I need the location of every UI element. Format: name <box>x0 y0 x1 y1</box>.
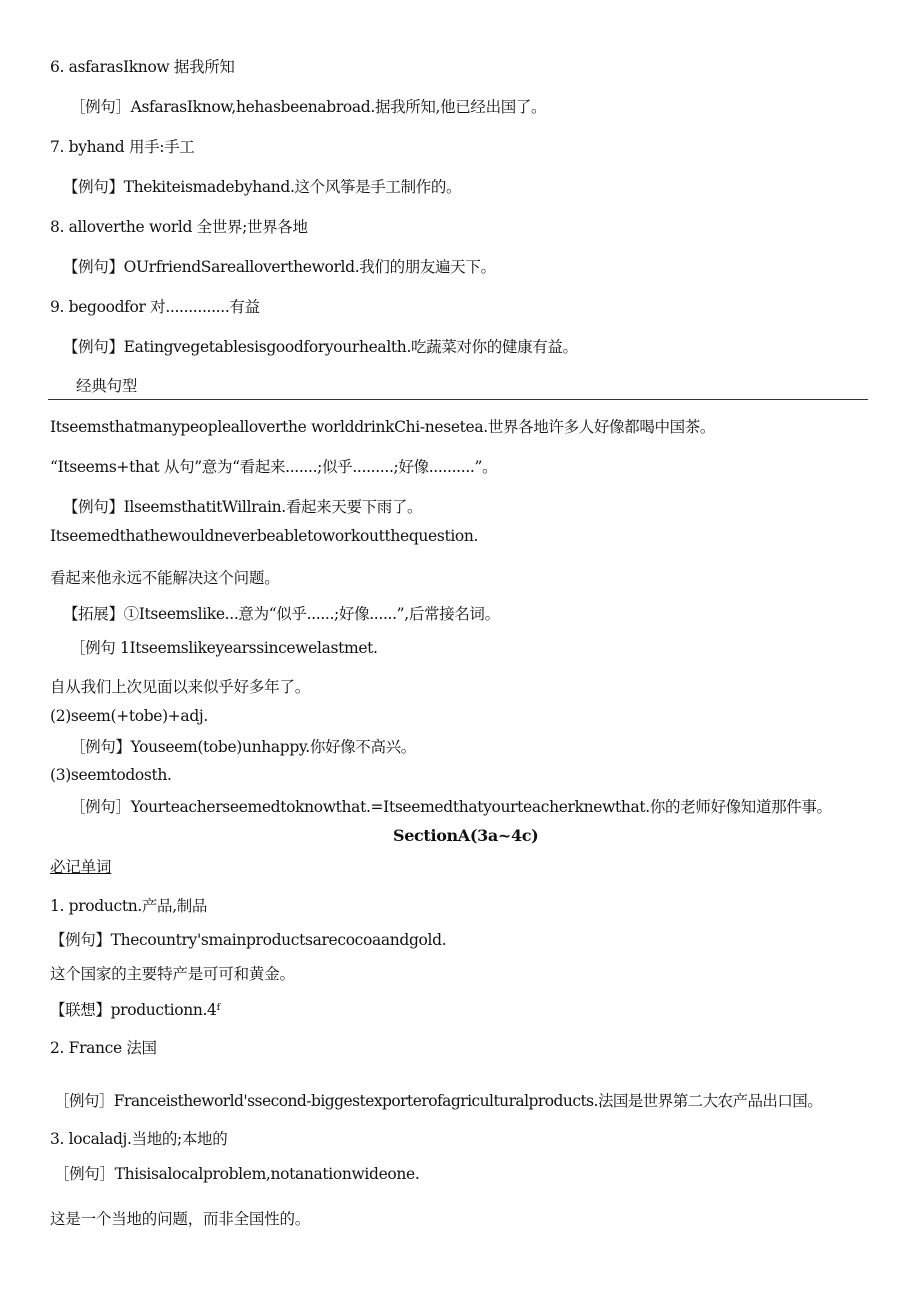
pattern-variant-3: (3)seemtodosth. <box>50 766 172 784</box>
vocab-item-8: 8. alloverthe world 全世界;世界各地 <box>50 218 308 236</box>
extension-note: 【拓展】①Itseemslike...意为“似乎......;好像......”,后常接名词。 <box>63 605 500 623</box>
vocab-item-7: 7. byhand 用手:手工 <box>50 138 195 156</box>
example-sentence: ［例句 1Itseemslikeyearssincewelastmet. <box>70 639 378 657</box>
association-note: 【联想】productionn.4ᶠ <box>50 1001 220 1019</box>
example-sentence: 【例句】IlseemsthatitWillrain.看起来天要下雨了。 <box>63 498 423 516</box>
example-sentence: ［例句］Yourteacherseemedtoknowthat.=Itseemedthatyourteacherknewthat.你的老师好像知道那件事。 <box>70 798 832 816</box>
example-sentence: 【例句】OUrfriendSareallovertheworld.我们的朋友遍天下。 <box>63 258 496 276</box>
example-sentence: ［例句］Thisisalocalproblem,notanationwideone. <box>54 1165 420 1183</box>
vocab-item-6: 6. asfarasIknow 据我所知 <box>50 58 235 76</box>
example-translation: 看起来他永远不能解决这个问题。 <box>50 569 280 587</box>
pattern-variant-2: (2)seem(+tobe)+adj. <box>50 707 208 725</box>
vocab-item-1: 1. productn.产品,制品 <box>50 897 208 915</box>
pattern-sentence: Itseemsthatmanypeoplealloverthe worlddrinkChi-nesetea.世界各地许多人好像都喝中国茶。 <box>50 418 716 436</box>
vocab-item-3: 3. localadj.当地的;本地的 <box>50 1130 228 1148</box>
divider-line <box>48 399 868 400</box>
example-translation: 这个国家的主要特产是可可和黄金。 <box>50 965 295 983</box>
example-sentence: 【例句】Thekiteismadebyhand.这个风筝是手工制作的。 <box>63 178 462 196</box>
example-translation: 自从我们上次见面以来似乎好多年了。 <box>50 678 311 696</box>
vocab-item-2: 2. France 法国 <box>50 1039 157 1057</box>
example-sentence: 【例句】Eatingvegetablesisgoodforyourhealth.吃蔬菜对你的健康有益。 <box>63 338 578 356</box>
section-title: SectionA(3a~4c) <box>393 826 539 845</box>
example-sentence: ［例句】Youseem(tobe)unhappy.你好像不高兴。 <box>70 738 416 756</box>
example-translation: 这是一个当地的问题，而非全国性的。 <box>50 1210 311 1228</box>
example-sentence-english: Itseemedthathewouldneverbeabletoworkoutthequestion. <box>50 527 479 545</box>
example-sentence: ［例句］AsfarasIknow,hehasbeenabroad.据我所知,他已经出国了。 <box>70 98 547 116</box>
example-sentence: ［例句］Franceistheworld'ssecond-biggestexporterofagriculturalproducts.法国是世界第二大农产品出口国。 <box>54 1092 823 1110</box>
pattern-explanation: “Itseems+that 从句”意为“看起来.......;似乎.........;好像..........”。 <box>50 458 498 476</box>
example-sentence: 【例句】Thecountry'smainproductsarecocoaandgold. <box>50 931 447 949</box>
section-heading-classic-patterns: 经典句型 <box>76 377 138 395</box>
vocab-item-9: 9. begoodfor 对..............有益 <box>50 298 260 316</box>
subsection-title-must-remember-words: 必记单词 <box>50 858 112 876</box>
